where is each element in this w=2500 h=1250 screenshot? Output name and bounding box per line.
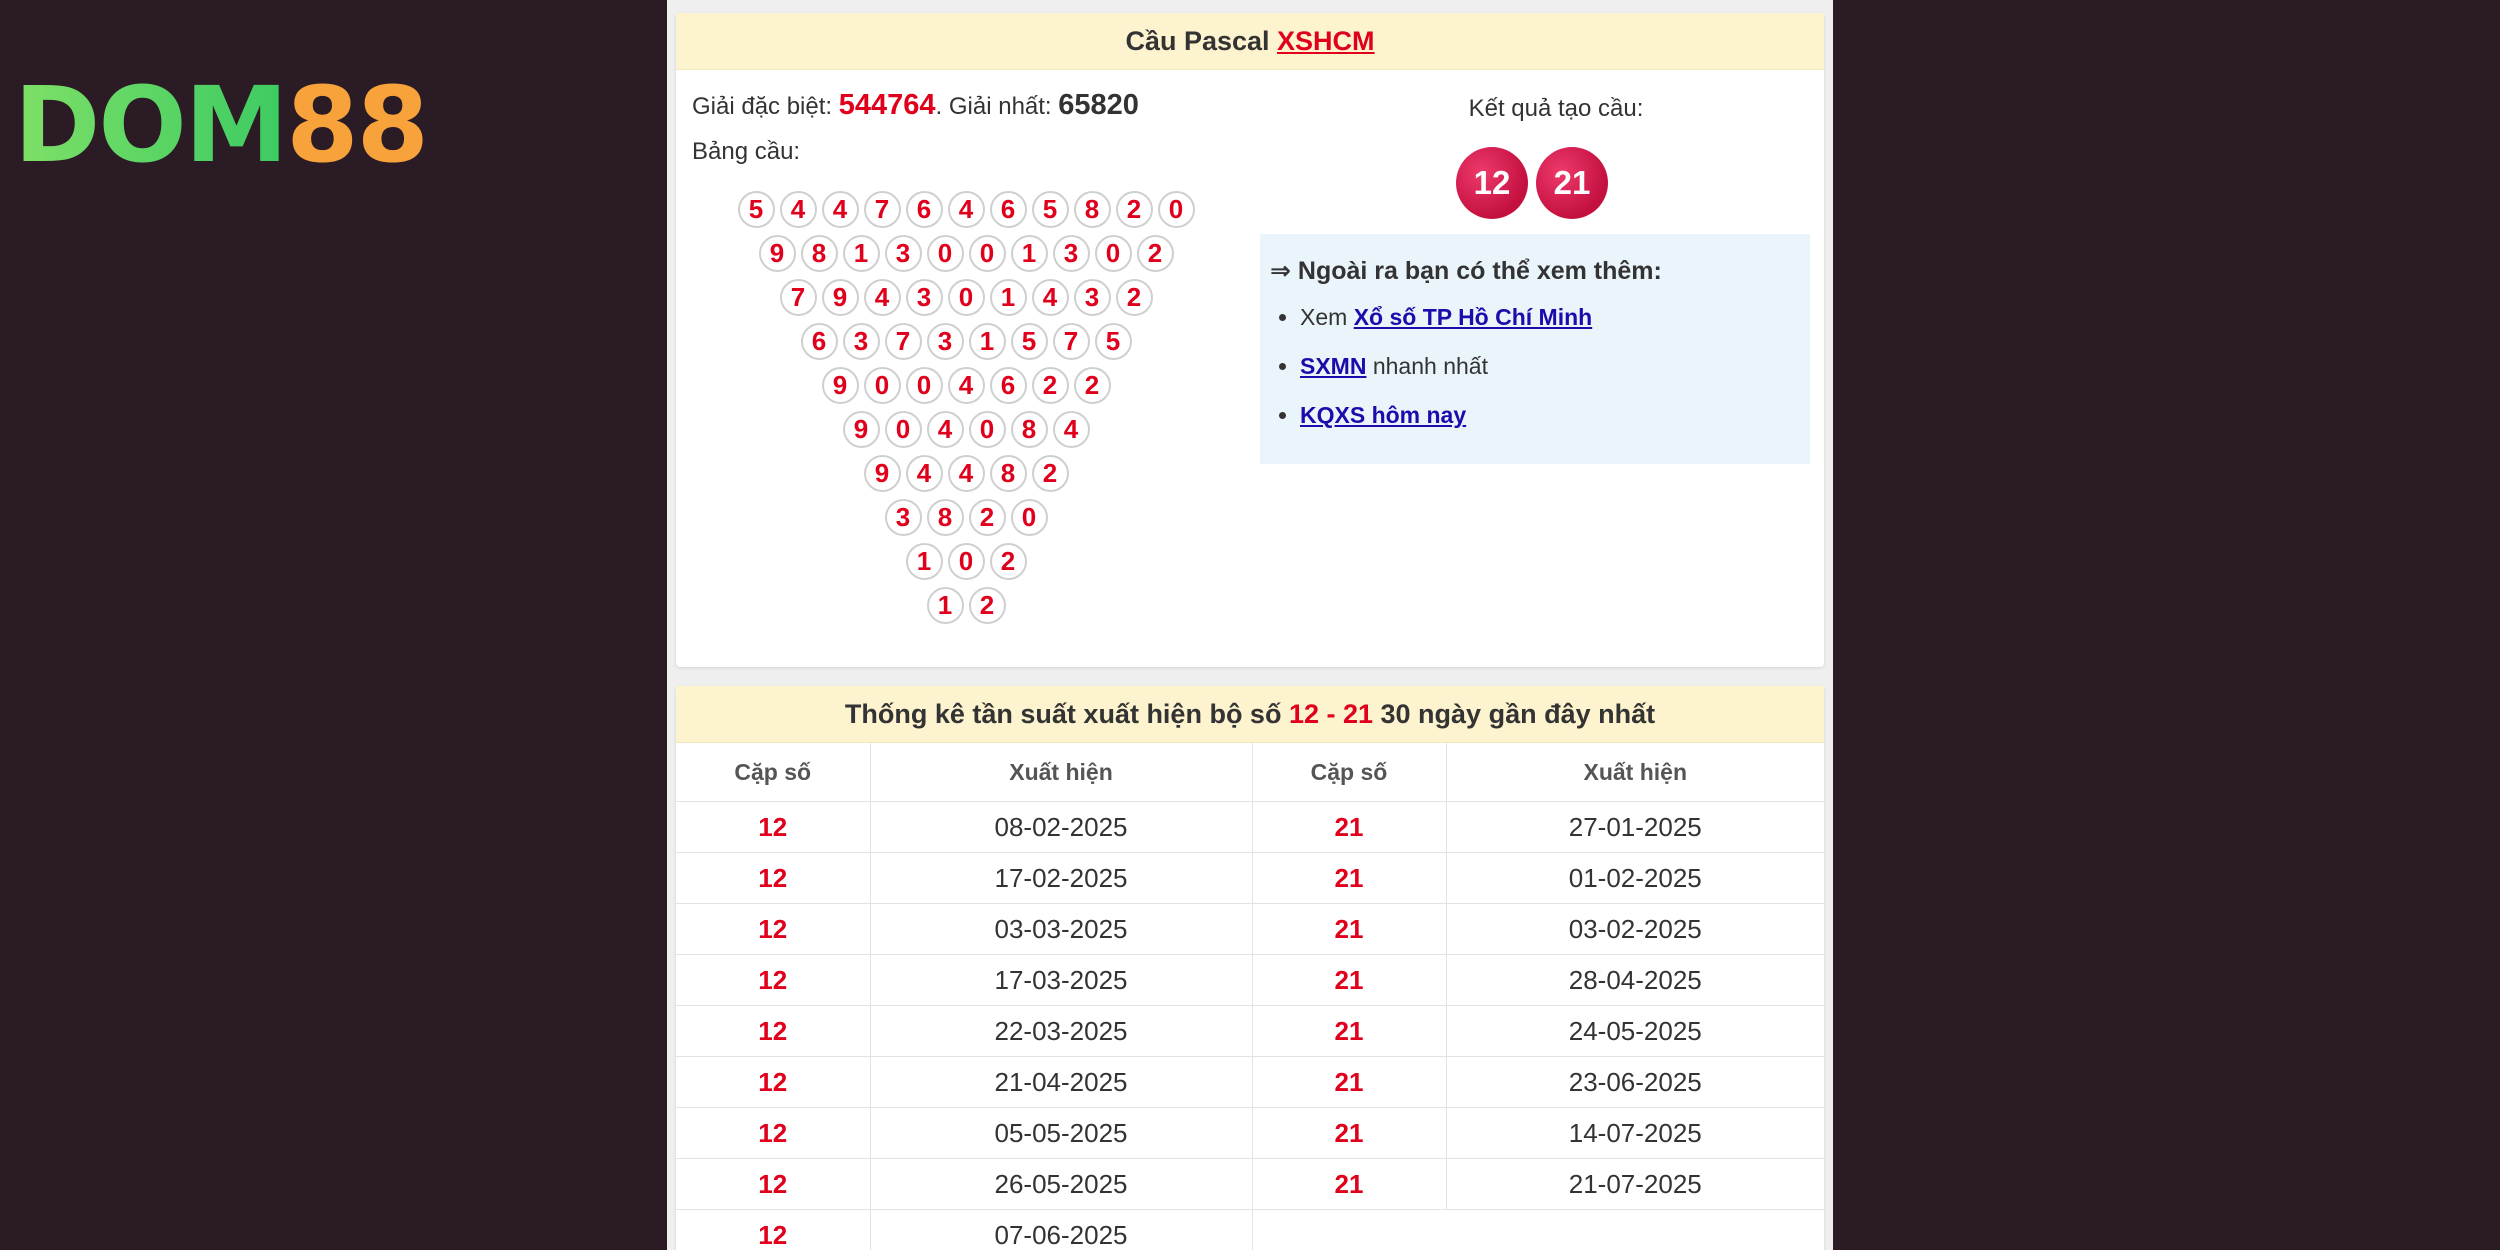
- pascal-cell: 0: [864, 367, 901, 404]
- see-more-title: ⇒ Ngoài ra bạn có thể xem thêm:: [1270, 257, 1662, 285]
- pascal-cell: 0: [1158, 191, 1195, 228]
- pascal-cell: 2: [1032, 455, 1069, 492]
- xshcm-link[interactable]: XSHCM: [1277, 25, 1375, 56]
- empty-cell: [1252, 1210, 1824, 1250]
- pair-cell: 12: [676, 1006, 870, 1057]
- pascal-cell: 5: [738, 191, 775, 228]
- first-prize-value: 65820: [1058, 89, 1139, 121]
- header-pair: Cặp số: [1252, 743, 1446, 802]
- pascal-cell: 7: [780, 279, 817, 316]
- frequency-title-prefix: Thống kê tần suất xuất hiện bộ số: [844, 698, 1289, 729]
- header-appearance: Xuất hiện: [870, 743, 1252, 802]
- pascal-cell: 0: [885, 411, 922, 448]
- pair-cell: 12: [676, 1057, 870, 1108]
- see-more-item1-prefix: Xem: [1300, 304, 1354, 330]
- pascal-cell: 0: [1011, 499, 1048, 536]
- date-cell: 05-05-2025: [870, 1108, 1252, 1159]
- pascal-cell: 4: [948, 367, 985, 404]
- pascal-cell: 7: [1053, 323, 1090, 360]
- date-cell: 17-02-2025: [870, 853, 1252, 904]
- result-ball: 21: [1536, 147, 1608, 219]
- pascal-cell: 7: [885, 323, 922, 360]
- see-more-item2-suffix: nhanh nhất: [1366, 353, 1488, 379]
- date-cell: 01-02-2025: [1446, 853, 1824, 904]
- pascal-cell: 4: [927, 411, 964, 448]
- date-cell: 07-06-2025: [870, 1210, 1252, 1250]
- pair-cell: 12: [676, 853, 870, 904]
- pascal-cell: 0: [969, 411, 1006, 448]
- pascal-cell: 3: [1053, 235, 1090, 272]
- pascal-card-title: [676, 13, 1824, 70]
- header-appearance: Xuất hiện: [1446, 743, 1824, 802]
- pascal-cell: 4: [864, 279, 901, 316]
- pascal-cell: 1: [927, 587, 964, 624]
- pascal-cell: 6: [906, 191, 943, 228]
- logo-text-88: 88: [286, 64, 427, 186]
- date-cell: 23-06-2025: [1446, 1057, 1824, 1108]
- result-label: Kết quả tạo cầu:: [1468, 95, 1644, 122]
- pascal-cell: 8: [1074, 191, 1111, 228]
- pascal-cell: 5: [1011, 323, 1048, 360]
- pascal-cell: 2: [1032, 367, 1069, 404]
- pascal-cell: 3: [885, 235, 922, 272]
- pascal-cell: 9: [843, 411, 880, 448]
- header-pair: Cặp số: [676, 743, 870, 802]
- table-row: [676, 1159, 1824, 1210]
- table-row: [676, 904, 1824, 955]
- content-column: [667, 0, 1833, 1250]
- pascal-cell: 0: [969, 235, 1006, 272]
- frequency-table: [676, 743, 1824, 1250]
- pascal-cell: 1: [1011, 235, 1048, 272]
- pair-cell: 21: [1252, 853, 1446, 904]
- pascal-cell: 1: [969, 323, 1006, 360]
- frequency-card: [676, 686, 1824, 1250]
- pascal-cell: 5: [1032, 191, 1069, 228]
- pair-cell: 21: [1252, 1108, 1446, 1159]
- date-cell: 14-07-2025: [1446, 1108, 1824, 1159]
- pair-cell: 21: [1252, 904, 1446, 955]
- special-prize-label: Giải đặc biệt:: [692, 93, 839, 120]
- pascal-row: [676, 411, 1256, 455]
- table-row: [676, 1108, 1824, 1159]
- date-cell: 17-03-2025: [870, 955, 1252, 1006]
- pascal-cell: 0: [927, 235, 964, 272]
- frequency-title-suffix: 30 ngày gần đây nhất: [1373, 698, 1656, 729]
- pascal-cell: 4: [948, 191, 985, 228]
- pascal-cell: 9: [759, 235, 796, 272]
- see-more-item: [1300, 304, 1800, 331]
- table-row: [676, 1210, 1824, 1250]
- pascal-cell: 0: [948, 543, 985, 580]
- table-header-row: [676, 743, 1824, 802]
- pascal-triangle: [676, 191, 1256, 631]
- pair-cell: 12: [676, 955, 870, 1006]
- pascal-cell: 9: [822, 367, 859, 404]
- pascal-cell: 2: [969, 587, 1006, 624]
- pascal-row: [676, 499, 1256, 543]
- pascal-cell: 3: [906, 279, 943, 316]
- pascal-row: [676, 543, 1256, 587]
- pascal-cell: 8: [927, 499, 964, 536]
- table-row: [676, 1057, 1824, 1108]
- pascal-cell: 7: [864, 191, 901, 228]
- pascal-row: [676, 279, 1256, 323]
- date-cell: 21-04-2025: [870, 1057, 1252, 1108]
- table-row: [676, 955, 1824, 1006]
- pascal-cell: 0: [948, 279, 985, 316]
- date-cell: 08-02-2025: [870, 802, 1252, 853]
- pascal-cell: 8: [1011, 411, 1048, 448]
- logo-text-dom: DOM: [14, 64, 287, 186]
- result-ball: 12: [1456, 147, 1528, 219]
- pascal-cell: 3: [843, 323, 880, 360]
- pair-cell: 21: [1252, 1006, 1446, 1057]
- pascal-cell: 1: [843, 235, 880, 272]
- pascal-cell: 8: [990, 455, 1027, 492]
- pair-cell: 12: [676, 1210, 870, 1250]
- pascal-cell: 2: [1137, 235, 1174, 272]
- pascal-cell: 4: [948, 455, 985, 492]
- date-cell: 22-03-2025: [870, 1006, 1252, 1057]
- xo-so-hcm-link[interactable]: Xổ số TP Hồ Chí Minh: [1353, 304, 1593, 330]
- pair-cell: 12: [676, 1159, 870, 1210]
- pascal-cell: 2: [1116, 191, 1153, 228]
- pascal-row: [676, 235, 1256, 279]
- pascal-row: [676, 191, 1256, 235]
- pascal-cell: 1: [906, 543, 943, 580]
- pascal-table-label: Bảng cầu:: [692, 138, 801, 165]
- pascal-cell: 3: [885, 499, 922, 536]
- pascal-cell: 9: [864, 455, 901, 492]
- date-cell: 24-05-2025: [1446, 1006, 1824, 1057]
- pair-cell: 12: [676, 904, 870, 955]
- see-more-item: [1300, 353, 1800, 380]
- pascal-cell: 2: [969, 499, 1006, 536]
- pascal-cell: 4: [780, 191, 817, 228]
- pascal-row: [676, 323, 1256, 367]
- pascal-cell: 4: [822, 191, 859, 228]
- pascal-cell: 6: [801, 323, 838, 360]
- pascal-cell: 6: [990, 367, 1027, 404]
- date-cell: 03-03-2025: [870, 904, 1252, 955]
- pair-cell: 21: [1252, 1057, 1446, 1108]
- pascal-cell: 2: [1074, 367, 1111, 404]
- date-cell: 21-07-2025: [1446, 1159, 1824, 1210]
- pair-cell: 21: [1252, 1159, 1446, 1210]
- see-more-list: [1270, 304, 1800, 429]
- pascal-cell: 4: [906, 455, 943, 492]
- date-cell: 27-01-2025: [1446, 802, 1824, 853]
- table-row: [676, 1006, 1824, 1057]
- date-cell: 26-05-2025: [870, 1159, 1252, 1210]
- pair-cell: 12: [676, 1108, 870, 1159]
- pascal-cell: 6: [990, 191, 1027, 228]
- pair-cell: 21: [1252, 802, 1446, 853]
- prize-line: [692, 89, 1139, 122]
- see-more-item: [1300, 402, 1800, 429]
- pascal-cell: 4: [1032, 279, 1069, 316]
- pascal-cell: 9: [822, 279, 859, 316]
- dom88-logo: [14, 64, 427, 186]
- first-prize-label: . Giải nhất:: [935, 93, 1059, 120]
- date-cell: 03-02-2025: [1446, 904, 1824, 955]
- pair-cell: 12: [676, 802, 870, 853]
- pascal-cell: 3: [1074, 279, 1111, 316]
- special-prize-value: 544764: [838, 89, 936, 121]
- pascal-row: [676, 367, 1256, 411]
- pascal-card: [676, 13, 1824, 667]
- table-row: [676, 802, 1824, 853]
- frequency-title-highlight: 12 - 21: [1288, 698, 1374, 729]
- pascal-cell: 8: [801, 235, 838, 272]
- result-balls: [1456, 147, 1608, 219]
- pascal-cell: 2: [1116, 279, 1153, 316]
- see-more-box: [1260, 234, 1810, 464]
- pascal-cell: 1: [990, 279, 1027, 316]
- date-cell: 28-04-2025: [1446, 955, 1824, 1006]
- pascal-row: [676, 587, 1256, 631]
- pascal-title-text: Cầu Pascal: [1125, 25, 1278, 56]
- pair-cell: 21: [1252, 955, 1446, 1006]
- sxmn-link[interactable]: SXMN: [1300, 353, 1367, 379]
- kqxs-hom-nay-link[interactable]: KQXS hôm nay: [1300, 402, 1467, 428]
- pascal-cell: 0: [906, 367, 943, 404]
- pascal-cell: 2: [990, 543, 1027, 580]
- pascal-cell: 5: [1095, 323, 1132, 360]
- pascal-cell: 3: [927, 323, 964, 360]
- table-row: [676, 853, 1824, 904]
- frequency-table-body: [676, 802, 1824, 1250]
- frequency-card-title: [676, 686, 1824, 743]
- pascal-row: [676, 455, 1256, 499]
- pascal-cell: 0: [1095, 235, 1132, 272]
- pascal-cell: 4: [1053, 411, 1090, 448]
